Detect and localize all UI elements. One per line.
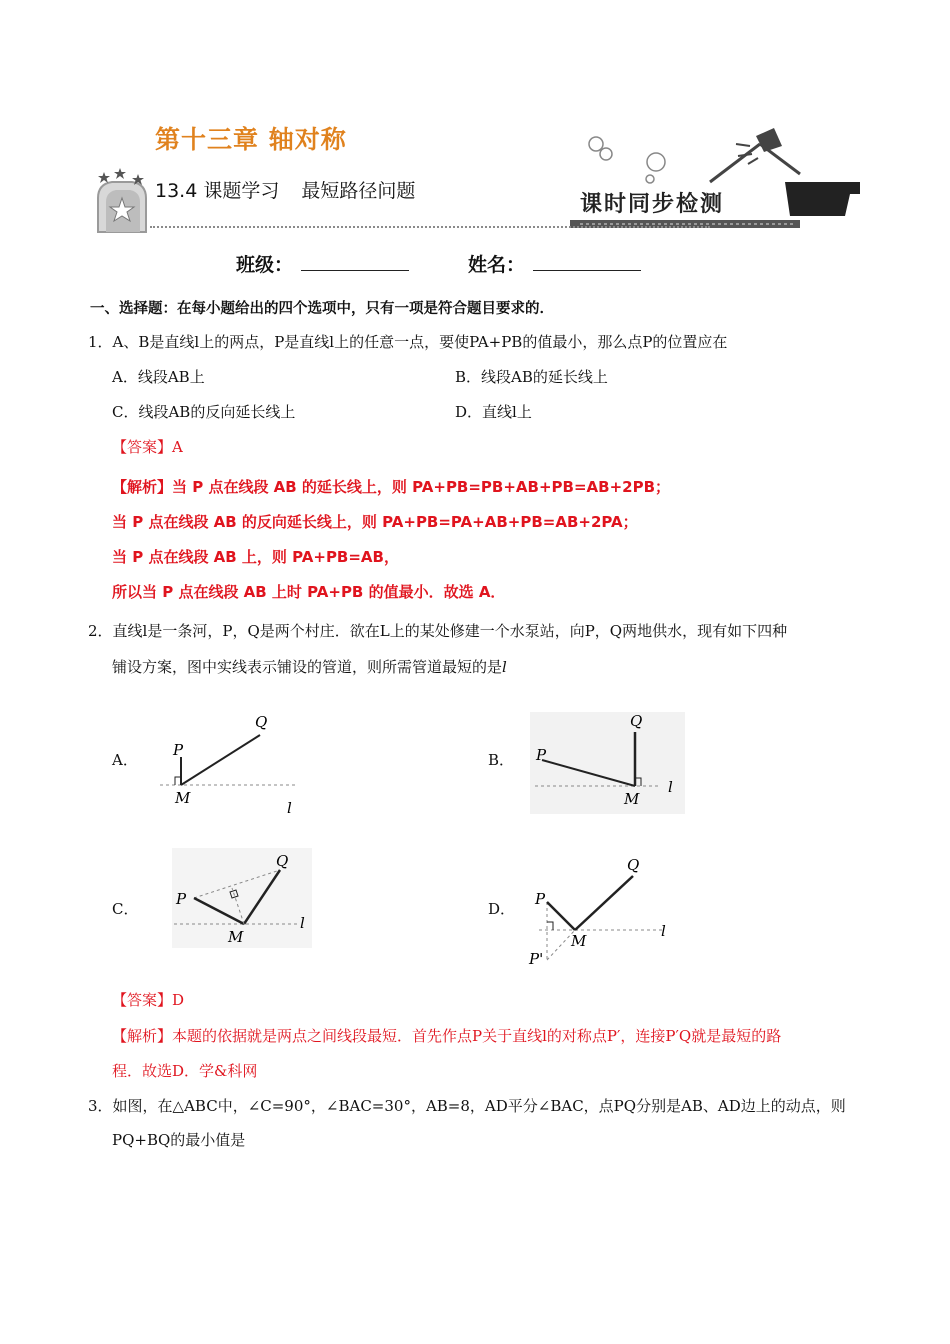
q3-stem-1: 3．如图，在△ABC中，∠C=90°，∠BAC=30°，AB=8，AD平分∠BAC，点PQ分别是AB、AD边上的动点，则 <box>88 1097 846 1115</box>
name-label: 姓名： <box>468 254 526 276</box>
header-decoration-left <box>90 168 160 234</box>
lesson-type: 课题学习 <box>203 180 280 202</box>
q1-option-d[interactable]: D．直线l上 <box>455 403 532 421</box>
q2-option-c[interactable]: C． <box>112 900 139 918</box>
fig-b-label-l: l <box>668 778 673 796</box>
fig-c-label-m: M <box>228 928 244 946</box>
q2-figure-d <box>525 852 685 972</box>
q1-explain-2: 当 P 点在线段 AB 的反向延长线上，则 PA+PB=PA+AB+PB=AB+2PA； <box>112 513 638 531</box>
fig-d-label-q: Q <box>627 856 640 874</box>
lesson-heading <box>155 176 415 203</box>
q1-answer: 【答案】A <box>112 438 183 456</box>
fig-b-label-m: M <box>624 790 640 808</box>
fig-b-label-p: P <box>536 746 547 764</box>
fig-d-label-l: l <box>661 922 666 940</box>
fig-d-label-p-prime: P' <box>529 950 544 968</box>
q2-option-d[interactable]: D． <box>488 900 516 918</box>
q1-explain-4: 所以当 P 点在线段 AB 上时 PA+PB 的值最小．故选 A． <box>112 583 506 601</box>
q2-option-a[interactable]: A． <box>112 751 138 769</box>
fig-a-label-p: P <box>173 741 184 759</box>
q1-explain-1: 【解析】当 P 点在线段 AB 的延长线上，则 PA+PB=PB+AB+PB=AB+2PB； <box>112 478 671 496</box>
q2-explain-2: 程．故选D．学&科网 <box>112 1062 258 1080</box>
fig-d-label-p: P <box>535 890 546 908</box>
q2-explain-1: 【解析】本题的依据就是两点之间线段最短．首先作点P关于直线l的对称点P′，连接P′Q就是最短的路 <box>112 1027 782 1045</box>
q2-figure-a <box>155 705 315 820</box>
banner-label: 课时同步检测 <box>580 192 725 217</box>
lesson-title: 最短路径问题 <box>301 180 416 202</box>
q2-option-b[interactable]: B． <box>488 751 515 769</box>
q2-figure-c <box>172 848 312 948</box>
q2-stem-1: 2．直线l是一条河，P，Q是两个村庄．欲在L上的某处修建一个水泵站，向P，Q两地供水，现有如下四种 <box>88 622 788 640</box>
header-divider <box>150 226 710 228</box>
fig-c-label-q: Q <box>276 852 289 870</box>
name-blank[interactable] <box>533 254 641 271</box>
class-label: 班级： <box>236 254 294 276</box>
fig-c-label-l: l <box>300 914 305 932</box>
q1-option-c[interactable]: C．线段AB的反向延长线上 <box>112 403 296 421</box>
q2-figure-b <box>530 712 685 814</box>
fig-c-label-p: P <box>176 890 187 908</box>
fig-d-label-m: M <box>571 932 587 950</box>
q1-option-b[interactable]: B．线段AB的延长线上 <box>455 368 608 386</box>
fig-a-label-q: Q <box>255 713 268 731</box>
fig-a-label-m: M <box>175 789 191 807</box>
q3-stem-2: PQ+BQ的最小值是 <box>112 1131 246 1149</box>
class-field[interactable] <box>236 250 409 277</box>
name-field[interactable] <box>468 250 641 277</box>
q1-explain-3: 当 P 点在线段 AB 上，则 PA+PB=AB， <box>112 548 399 566</box>
q1-option-a[interactable]: A．线段AB上 <box>112 368 205 386</box>
chapter-title: 第十三章 轴对称 <box>155 125 347 154</box>
q1-stem: 1．A、B是直线l上的两点，P是直线l上的任意一点，要使PA+PB的值最小，那么点P的位置应在 <box>88 333 728 351</box>
fig-a-label-l: l <box>287 799 292 817</box>
section-heading: 一、选择题：在每小题给出的四个选项中，只有一项是符合题目要求的． <box>90 301 554 317</box>
fig-b-label-q: Q <box>630 712 643 730</box>
q2-stem-2: 铺设方案，图中实线表示铺设的管道，则所需管道最短的是l <box>112 658 507 676</box>
class-blank[interactable] <box>301 254 409 271</box>
q2-answer: 【答案】D <box>112 991 185 1009</box>
lesson-number: 13.4 <box>155 180 198 202</box>
